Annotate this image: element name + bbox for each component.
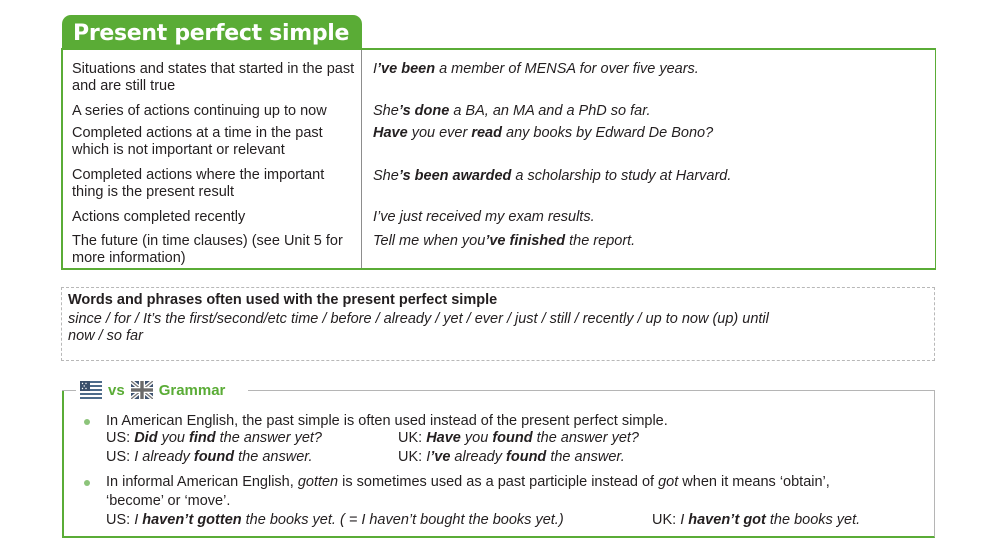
bullet-icon [84, 480, 90, 486]
example-cell-1: I’ve been a member of MENSA for over five years. [373, 61, 699, 77]
usage-table [61, 48, 936, 270]
us-flag-icon [80, 381, 102, 399]
usage-cell-3: Completed actions at a time in the past which is not important or relevant [72, 125, 323, 158]
uk-flag-icon [131, 381, 153, 399]
example-cell-3: Have you ever read any books by Edward De Bono? [373, 125, 714, 141]
usage-cell-2: A series of actions continuing up to now [72, 103, 327, 119]
grammar-box-top-border [62, 390, 76, 391]
example-cell-5: I’ve just received my exam results. [373, 209, 595, 225]
us-example-2: US: I already found the answer. [106, 449, 313, 465]
bullet-icon [84, 419, 90, 425]
grammar-label: Grammar [158, 381, 226, 399]
grammar-box-top-border [248, 390, 935, 391]
grammar-point-1: In American English, the past simple is often used instead of the present perfect simple. [106, 413, 668, 429]
us-example-1: US: Did you find the answer yet? [106, 430, 322, 446]
example-cell-4: She’s been awarded a scholarship to study at Harvard. [373, 168, 732, 184]
grammar-heading [80, 379, 231, 401]
grammar-point-2-continued: ‘become’ or ‘move’. [106, 493, 231, 509]
us-example-3: US: I haven’t gotten the books yet. ( = I haven’t bought the books yet.) [106, 512, 564, 528]
column-divider [361, 50, 362, 268]
uk-example-1: UK: Have you found the answer yet? [398, 430, 639, 446]
usage-cell-5: Actions completed recently [72, 209, 246, 225]
uk-example-2: UK: I’ve already found the answer. [398, 449, 625, 465]
usage-cell-6: The future (in time clauses) (see Unit 5 for more information) [72, 233, 343, 266]
words-heading: Words and phrases often used with the present perfect simple [68, 292, 498, 308]
usage-cell-1: Situations and states that started in the past and are still true [72, 61, 355, 94]
example-cell-6: Tell me when you’ve finished the report. [373, 233, 636, 249]
example-cell-2: She’s done a BA, an MA and a PhD so far. [373, 103, 651, 119]
grammar-point-2: In informal American English, gotten is sometimes used as a past participle instead of got when it means ‘obtain’, [106, 474, 830, 490]
section-title: Present perfect simple [62, 15, 362, 48]
usage-cell-4: Completed actions where the important thing is the present result [72, 167, 325, 200]
words-phrases-box [61, 287, 935, 361]
vs-label: vs [108, 381, 125, 399]
uk-example-3: UK: I haven’t got the books yet. [652, 512, 861, 528]
words-list: since / for / It’s the first/second/etc time / before / already / yet / ever / just / still / recently / up to now (up) until now / so far [68, 311, 769, 344]
